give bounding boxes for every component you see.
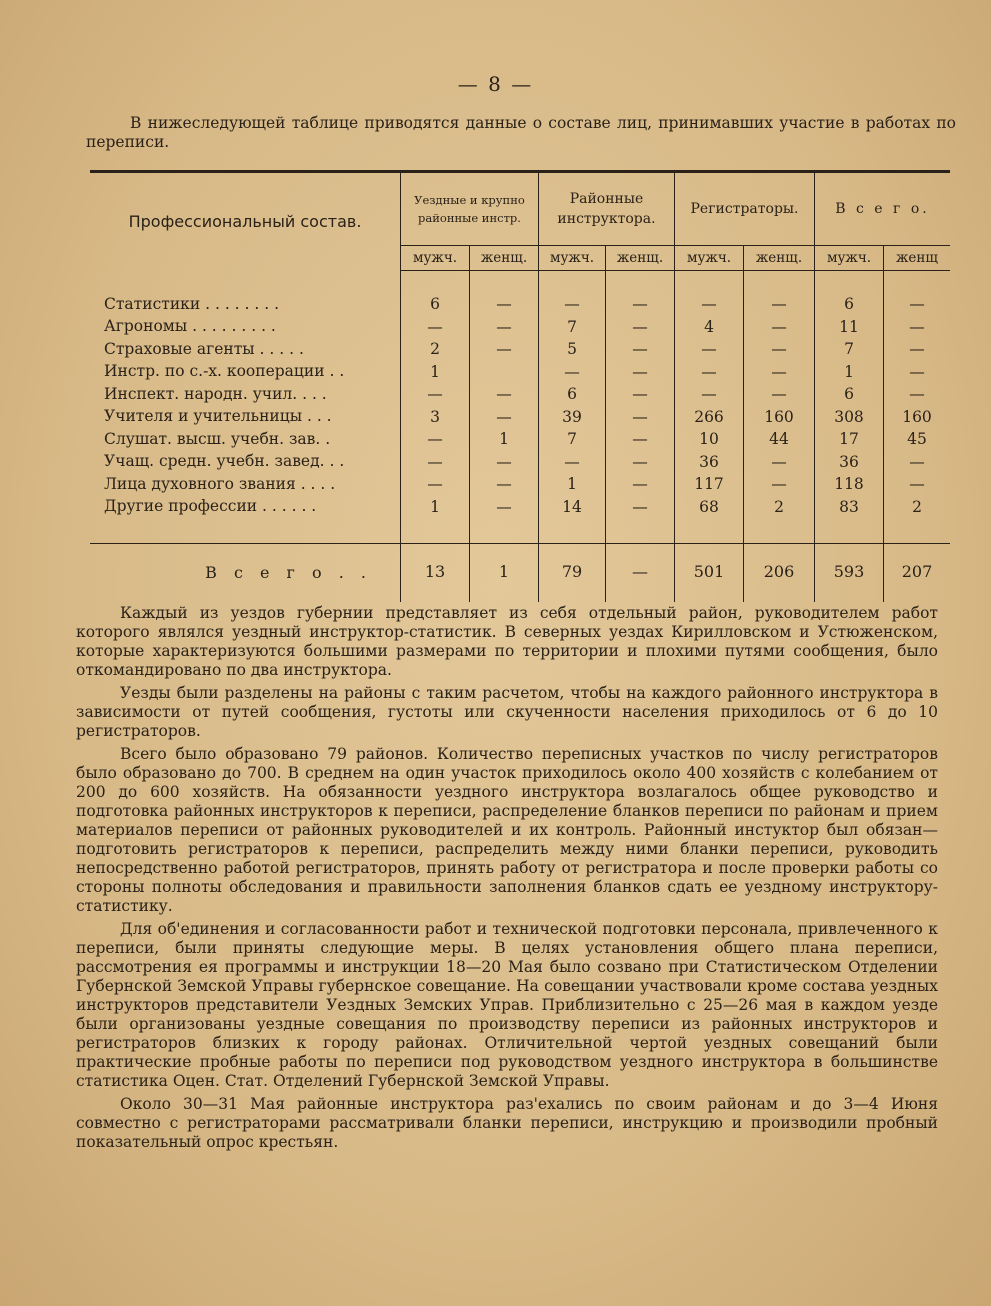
table-cell: — [632,385,648,403]
table-cell: 1 [430,362,440,381]
total-all-female: 207 [884,543,951,602]
total-registrars-male: 501 [675,543,744,602]
table-cell: 1 [499,430,509,448]
table-cell: — [632,497,648,516]
table-cell: — [632,295,648,313]
table-cell: 4 [704,317,714,336]
table-cell: 10 [699,430,719,448]
sub-male: мужч. [675,246,744,271]
table-cell: 160 [902,407,932,426]
table-cell: — [496,317,512,336]
sub-female: женщ [884,246,951,271]
sub-male: мужч. [539,246,606,271]
row-label-insurance-agents: Страховые агенты . . . . . [104,339,304,358]
census-staff-table [90,170,950,602]
total-district-male: 79 [539,543,606,602]
table-cell: 1 [567,475,577,493]
table-cell: — [427,385,443,403]
table-cell: 3 [430,407,440,426]
col-total-male [815,271,884,544]
table-cell: — [771,295,787,313]
table-cell: 308 [834,407,864,426]
total-all-male: 593 [815,543,884,602]
paragraph-3: Всего было образовано 79 районов. Количество переписных участков по числу регистраторов было образовано до 700. В среднем на один участок приходилось около 400 хозяйств с колебанием от 200 до 600 хозяйств. На обязанности уездного инструктора возлагалось общее руководство и подготовка районных инструкторов к переписи, распределение бланков переписи по районам и прием материалов переписи от районных руководителей и их контроль. Районный инстуктор был обязан—подготовить регистраторов к переписи, распределить между ними бланки переписи, руководить непосредственно работой регистраторов, принять работу от регистратора и после проверки работы со стороны полноты обследования и правильности заполнения бланков сдать ее уездному инструктору-статистику. [76,745,938,915]
header-total: В с е г о. [815,172,951,246]
table-cell: 68 [699,497,719,516]
table-cell: 160 [764,407,794,426]
row-label-secondary-students: Учащ. средн. учебн. завед. . . [104,452,345,470]
table-cell: — [427,475,443,493]
table-cell: — [496,385,512,403]
table-cell: 11 [839,317,859,336]
table-cell: — [632,475,648,493]
total-uezd-female: 1 [470,543,539,602]
table-cell: — [909,385,925,403]
table-cell: — [701,362,717,381]
row-label-statisticians: Статистики . . . . . . . . [104,294,280,313]
table-cell: — [496,475,512,493]
table-cell: 2 [912,497,922,516]
header-uezd-instructors: Уездные и крупно районные инстр. [401,172,539,246]
totals-label: В с е г о . . [90,543,401,602]
table-cell: 17 [839,430,859,448]
table-cell: — [632,340,648,358]
table-cell: 266 [694,407,724,426]
table-cell: 6 [844,385,854,403]
table-cell: — [632,317,648,336]
col-district-male [539,271,606,544]
total-district-female: — [606,543,675,602]
col-district-female [606,271,675,544]
table-cell: — [632,430,648,448]
row-label-agronomists: Агрономы . . . . . . . . . [104,317,276,335]
table-cell: — [771,475,787,493]
row-label-teachers: Учителя и учительницы . . . [104,407,332,425]
table-cell: — [771,340,787,358]
table-cell: — [909,295,925,313]
table-cell: — [496,340,512,358]
row-label-clergy: Лица духовного звания . . . . [104,474,336,493]
table-cell: 44 [769,430,789,448]
paragraph-1: Каждый из уездов губернии представляет из себя отдельный район, руководителем работ которого являлся уездный инструктор-статистик. В северных уездах Кирилловском и Устюженском, которые характеризуются большими размерами по территории и плохими путями сообщения, было откомандировано по два инструктора. [76,604,938,679]
table-cell: 5 [567,340,577,358]
row-label-school-inspectors: Инспект. народн. учил. . . . [104,384,327,403]
header-professional-composition: Профессиональный состав. [128,212,362,232]
col-registrars-male [675,271,744,544]
table-cell: — [909,317,925,336]
table-cell: 83 [839,497,859,516]
table-cell: 118 [834,475,864,493]
table-cell: — [564,295,580,313]
table-cell: 2 [774,497,784,516]
table-cell: — [701,295,717,313]
col-uezd-male [401,271,470,544]
table-cell: — [771,385,787,403]
table-cell: — [771,317,787,336]
row-label-university-students: Слушат. высш. учебн. зав. . [104,429,331,448]
row-label-coop-instructors: Инстр. по с.-х. кооперации . . [104,362,345,380]
table-cell: 1 [844,362,854,381]
table-cell: 6 [430,295,440,313]
table-cell: — [701,340,717,358]
table-cell: — [771,362,787,381]
sub-male: мужч. [815,246,884,271]
paragraph-4: Для об'единения и согласованности работ и технической подготовки персонала, привлеченного к переписи, были приняты следующие меры. В целях установления общего плана переписи, рассмотрения ея программы и инструкции 18—20 Мая было созвано при Статистическом Отделении Губернской Земской Управы губернское совещание. На совещании участвовали кроме состава уездных инструкторов представители Уездных Земских Управ. Приблизительно с 25—26 мая в каждом уезде были организованы уездные совещания по производству переписи из районных инструкторов и регистраторов близких к городу районах. Отличительной чертой уездных совещаний были практические пробные работы по переписи под руководством уездного инструктора в большинстве статистика Оцен. Стат. Отделений Губернской Земской Управы. [76,920,938,1090]
table-cell: — [701,385,717,403]
header-registrars: Регистраторы. [675,172,815,246]
intro-paragraph: В нижеследующей таблице приводятся данные о составе лиц, принимавших участие в работах по переписи. [86,114,956,151]
table-cell: — [632,407,648,426]
table-cell: — [771,452,787,471]
col-registrars-female [744,271,815,544]
col-total-female [884,271,951,544]
table-cell: 1 [430,497,440,516]
sub-female: женщ. [470,246,539,271]
table-cell: — [496,497,512,516]
table-cell: — [427,430,443,448]
paragraph-2: Уезды были разделены на районы с таким расчетом, чтобы на каждого районного инструктора в зависимости от путей сообщения, густоты или скученности населения приходилось от 6 до 10 регистраторов. [76,684,938,740]
total-uezd-male: 13 [401,543,470,602]
sub-female: женщ. [744,246,815,271]
sub-male: мужч. [401,246,470,271]
table-cell: 117 [694,475,724,493]
page-number: — 8 — [457,72,534,96]
table-cell [470,361,538,384]
table-cell: 45 [907,430,927,448]
table-cell: 14 [562,497,582,516]
sub-female: женщ. [606,246,675,271]
row-label-other-professions: Другие профессии . . . . . . [104,497,317,515]
table-cell: 2 [430,340,440,358]
table-cell: 6 [844,295,854,313]
table-cell: 36 [839,452,859,471]
paragraph-5: Около 30—31 Мая районные инструктора раз'ехались по своим районам и до 3—4 Июня совместно с регистраторами рассматривали бланки переписи, инструкцию и производили пробный показательный опрос крестьян. [76,1095,938,1151]
header-district-instructors: Районные инструктора. [539,172,675,246]
table-cell: — [909,340,925,358]
table-cell: 7 [844,340,854,358]
table-cell: — [496,452,512,471]
body-text [76,604,938,1156]
table-cell: 36 [699,452,719,471]
col-uezd-female [470,271,539,544]
table-cell: — [427,317,443,336]
table-cell: 6 [567,385,577,403]
table-cell: — [909,475,925,493]
total-registrars-female: 206 [744,543,815,602]
table-cell: — [632,452,648,471]
table-cell: 7 [567,317,577,336]
table-cell: 39 [562,407,582,426]
table-cell: — [564,452,580,471]
table-cell: — [427,452,443,471]
table-cell: — [496,295,512,313]
totals-row [90,543,950,602]
table-cell: — [496,407,512,426]
table-cell: — [909,362,925,381]
table-cell: — [564,362,580,381]
table-cell: 7 [567,430,577,448]
table-cell: — [632,362,648,381]
table-cell: — [909,452,925,471]
row-labels [90,271,401,544]
